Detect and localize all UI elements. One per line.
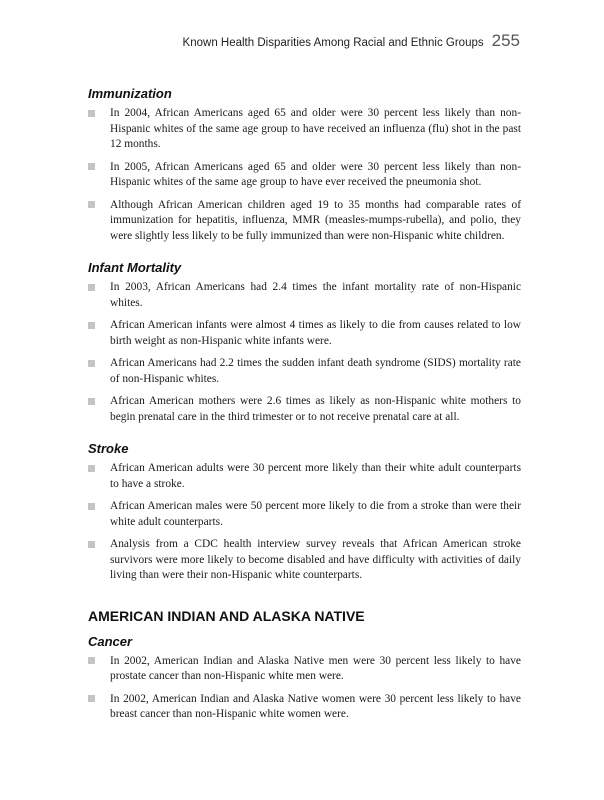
cancer-list bbox=[88, 654, 521, 723]
list-item bbox=[88, 280, 521, 311]
list-item-text: In 2004, African Americans aged 65 and older were 30 percent less likely than non-Hispanic whites of the same age group to have received an influenza (flu) shot in the past 12 months. bbox=[110, 107, 521, 150]
section-stroke bbox=[88, 441, 521, 584]
section-infant-mortality bbox=[88, 260, 521, 425]
running-title: Known Health Disparities Among Racial and Ethnic Groups bbox=[182, 37, 484, 49]
list-item bbox=[88, 654, 521, 685]
list-item-text: In 2005, African Americans aged 65 and older were 30 percent less likely than non-Hispanic whites of the same age group to have ever received the pneumonia shot. bbox=[110, 160, 521, 188]
subhead-infant-mortality: Infant Mortality bbox=[88, 260, 182, 275]
square-bullet-icon bbox=[88, 503, 95, 510]
square-bullet-icon bbox=[88, 284, 95, 291]
list-item bbox=[88, 537, 521, 584]
subhead-immunization: Immunization bbox=[88, 86, 172, 101]
square-bullet-icon bbox=[88, 398, 95, 405]
list-item-text: African Americans had 2.2 times the sudden infant death syndrome (SIDS) mortality rate of non-Hispanic whites. bbox=[110, 357, 521, 385]
list-item-text: African American mothers were 2.6 times as likely as non-Hispanic white mothers to begin prenatal care in the third trimester or to not receive prenatal care at all. bbox=[110, 395, 521, 423]
list-item bbox=[88, 160, 521, 191]
page-number: 255 bbox=[491, 31, 520, 50]
list-item-text: African American adults were 30 percent more likely than their white adult counterparts to have a stroke. bbox=[110, 462, 521, 490]
list-item bbox=[88, 394, 521, 425]
running-header bbox=[183, 31, 520, 51]
list-item bbox=[88, 461, 521, 492]
list-item-text: African American infants were almost 4 times as likely to die from causes related to low birth weight as non-Hispanic white infants were. bbox=[110, 319, 521, 347]
list-item bbox=[88, 499, 521, 530]
square-bullet-icon bbox=[88, 695, 95, 702]
page-content bbox=[88, 86, 521, 730]
square-bullet-icon bbox=[88, 110, 95, 117]
square-bullet-icon bbox=[88, 163, 95, 170]
subhead-stroke: Stroke bbox=[88, 441, 129, 456]
stroke-list bbox=[88, 461, 521, 584]
list-item bbox=[88, 106, 521, 153]
list-item bbox=[88, 356, 521, 387]
subhead-cancer: Cancer bbox=[88, 633, 133, 649]
section-immunization bbox=[88, 86, 521, 244]
list-item bbox=[88, 198, 521, 245]
square-bullet-icon bbox=[88, 322, 95, 329]
list-item-text: Although African American children aged 19 to 35 months had comparable rates of immunization for hepatitis, influenza, MMR (measles-mumps-rubella), and polio, they were slightly less likely to be fully immunized than were non-Hispanic white children. bbox=[110, 198, 521, 242]
infant-mortality-list bbox=[88, 280, 521, 425]
list-item-text: In 2002, American Indian and Alaska Native women were 30 percent less likely to have breast cancer than non-Hispanic white women were. bbox=[110, 692, 521, 720]
list-item-text: In 2003, African Americans had 2.4 times the infant mortality rate of non-Hispanic whites. bbox=[110, 281, 521, 309]
square-bullet-icon bbox=[88, 360, 95, 367]
square-bullet-icon bbox=[88, 657, 95, 664]
list-item bbox=[88, 692, 521, 723]
section-heading: AMERICAN INDIAN AND ALASKA NATIVE bbox=[88, 607, 365, 624]
list-item-text: African American males were 50 percent more likely to die from a stroke than were their white adult counterparts. bbox=[110, 500, 521, 528]
list-item bbox=[88, 318, 521, 349]
section-american-indian-alaska-native bbox=[88, 608, 521, 723]
immunization-list bbox=[88, 106, 521, 244]
square-bullet-icon bbox=[88, 541, 95, 548]
list-item-text: In 2002, American Indian and Alaska Native men were 30 percent less likely to have prostate cancer than non-Hispanic white men were. bbox=[110, 654, 521, 682]
list-item-text: Analysis from a CDC health interview survey reveals that African American stroke survivors were more likely to become disabled and have difficulty with activities of daily living than were their non-Hispanic white counterparts. bbox=[110, 538, 521, 581]
square-bullet-icon bbox=[88, 465, 95, 472]
square-bullet-icon bbox=[88, 201, 95, 208]
